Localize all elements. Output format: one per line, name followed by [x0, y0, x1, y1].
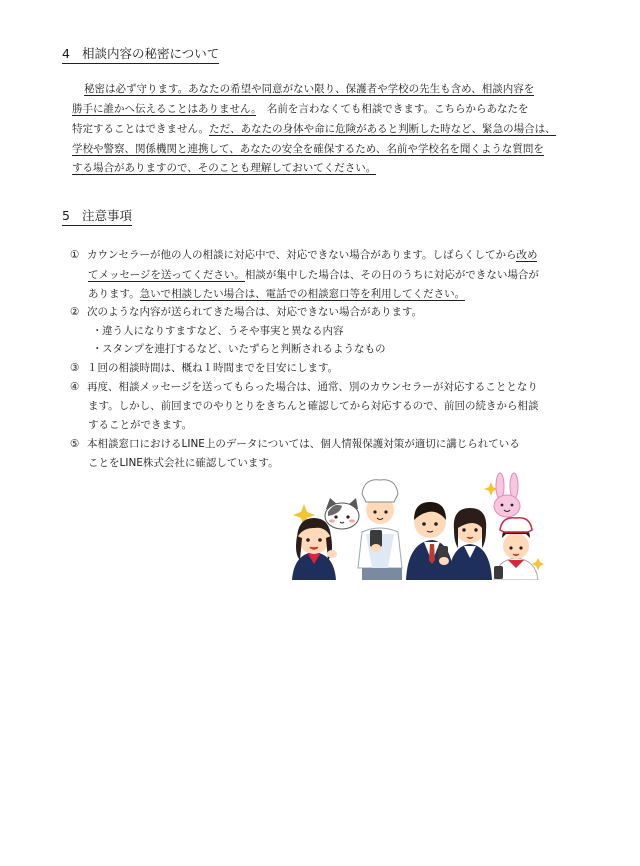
underlined-text: 秘密は必ず守ります。あなたの希望や同意がない限り、保護者や学校の先生も含め、相談内容を	[84, 83, 535, 95]
item-number-1: ①	[70, 249, 80, 261]
notice-item-1	[70, 248, 537, 262]
notice-item-4-line-2	[88, 399, 538, 413]
notice-item-2-bullet-1	[92, 324, 344, 338]
section-4-line-3	[72, 122, 556, 136]
people-with-smartphones-illustration	[288, 472, 550, 580]
section-4-line-1	[84, 82, 534, 96]
plain-text: 本相談窓口におけるLINE上のデータについては、個人情報保護対策が適切に講じられている	[87, 438, 520, 450]
underlined-text: 勝手に誰かへ伝えることはありません。	[72, 103, 257, 115]
notice-item-5	[70, 437, 520, 451]
section-4-title: 相談内容の秘密について	[81, 46, 220, 61]
section-4-line-2	[72, 102, 529, 116]
plain-text: ことをLINE株式会社に確認しています。	[88, 457, 279, 469]
underlined-text: 学校や警察、関係機関と連携して、あなたの安全を確保するため、名前や学校名を聞くような質問を	[72, 143, 544, 155]
plain-text: カウンセラーが他の人の相談に対応中で、対応できない場合があります。しばらくしてから	[87, 249, 517, 261]
plain-text: １回の相談時間は、概ね１時間までを目安にします。	[87, 362, 339, 374]
plain-text: 相談が集中した場合は、その日のうちに対応ができない場合が	[244, 269, 539, 281]
section-4-number: 4	[62, 46, 70, 61]
office-woman-figure	[448, 508, 492, 580]
notice-item-4	[70, 380, 538, 394]
notice-item-3	[70, 361, 338, 375]
section-5-title: 注意事項	[81, 208, 132, 223]
bullet: ・	[92, 343, 103, 355]
notice-item-1-line-3	[88, 287, 465, 301]
plain-text: 違う人になりすますなど、うそや事実と異なる内容	[102, 325, 344, 337]
section-4-line-4	[72, 142, 544, 156]
section-4-heading	[62, 46, 219, 64]
plain-text: することができます。	[88, 419, 193, 431]
underlined-text: ただ、あなたの身体や命に危険があると判断した時など、緊急の場合は、	[209, 123, 556, 135]
notice-item-4-line-3	[88, 418, 192, 432]
notice-item-5-line-2	[88, 456, 279, 470]
section-5-number: 5	[62, 208, 70, 223]
chef-figure	[358, 480, 402, 580]
plain-text: 次のような内容が送られてきた場合は、対応できない場合があります。	[87, 306, 423, 318]
plain-text: スタンプを連打するなど、いたずらと判断されるようなもの	[102, 343, 386, 355]
item-number-4: ④	[70, 381, 80, 393]
notice-item-2-bullet-2	[92, 342, 386, 356]
boy-figure	[406, 502, 454, 580]
plain-text: ます。しかし、前回までのやりとりをきちんと確認してから対応するので、前回の続きから相談	[88, 400, 539, 412]
section-5-heading	[62, 208, 132, 226]
plain-text: あります。	[88, 288, 140, 300]
notice-item-2	[70, 305, 422, 319]
plain-text: 再度、相談メッセージを送ってもらった場合は、通常、別のカウンセラーが対応することとなり	[87, 381, 538, 393]
item-number-5: ⑤	[70, 438, 80, 450]
section-4-line-5	[72, 161, 376, 175]
girl-left-figure	[292, 518, 337, 580]
bullet: ・	[92, 325, 103, 337]
cat-figure	[325, 498, 359, 529]
plain-text: 特定することはできません。	[72, 123, 210, 135]
item-number-3: ③	[70, 362, 80, 374]
rabbit-figure	[494, 473, 520, 517]
underlined-text: 急いで相談したい場合は、電話での相談窓口等を利用してください。	[139, 288, 466, 300]
underlined-text: する場合がありますので、そのことも理解しておいてください。	[72, 162, 377, 174]
underlined-text: 改め	[516, 249, 538, 261]
item-number-2: ②	[70, 306, 80, 318]
plain-text: 名前を言わなくても相談できます。こちらからあなたを	[256, 103, 529, 115]
notice-item-1-line-2	[88, 268, 539, 282]
underlined-text: てメッセージを送ってください。	[88, 269, 245, 281]
baker-girl-figure	[494, 518, 538, 580]
